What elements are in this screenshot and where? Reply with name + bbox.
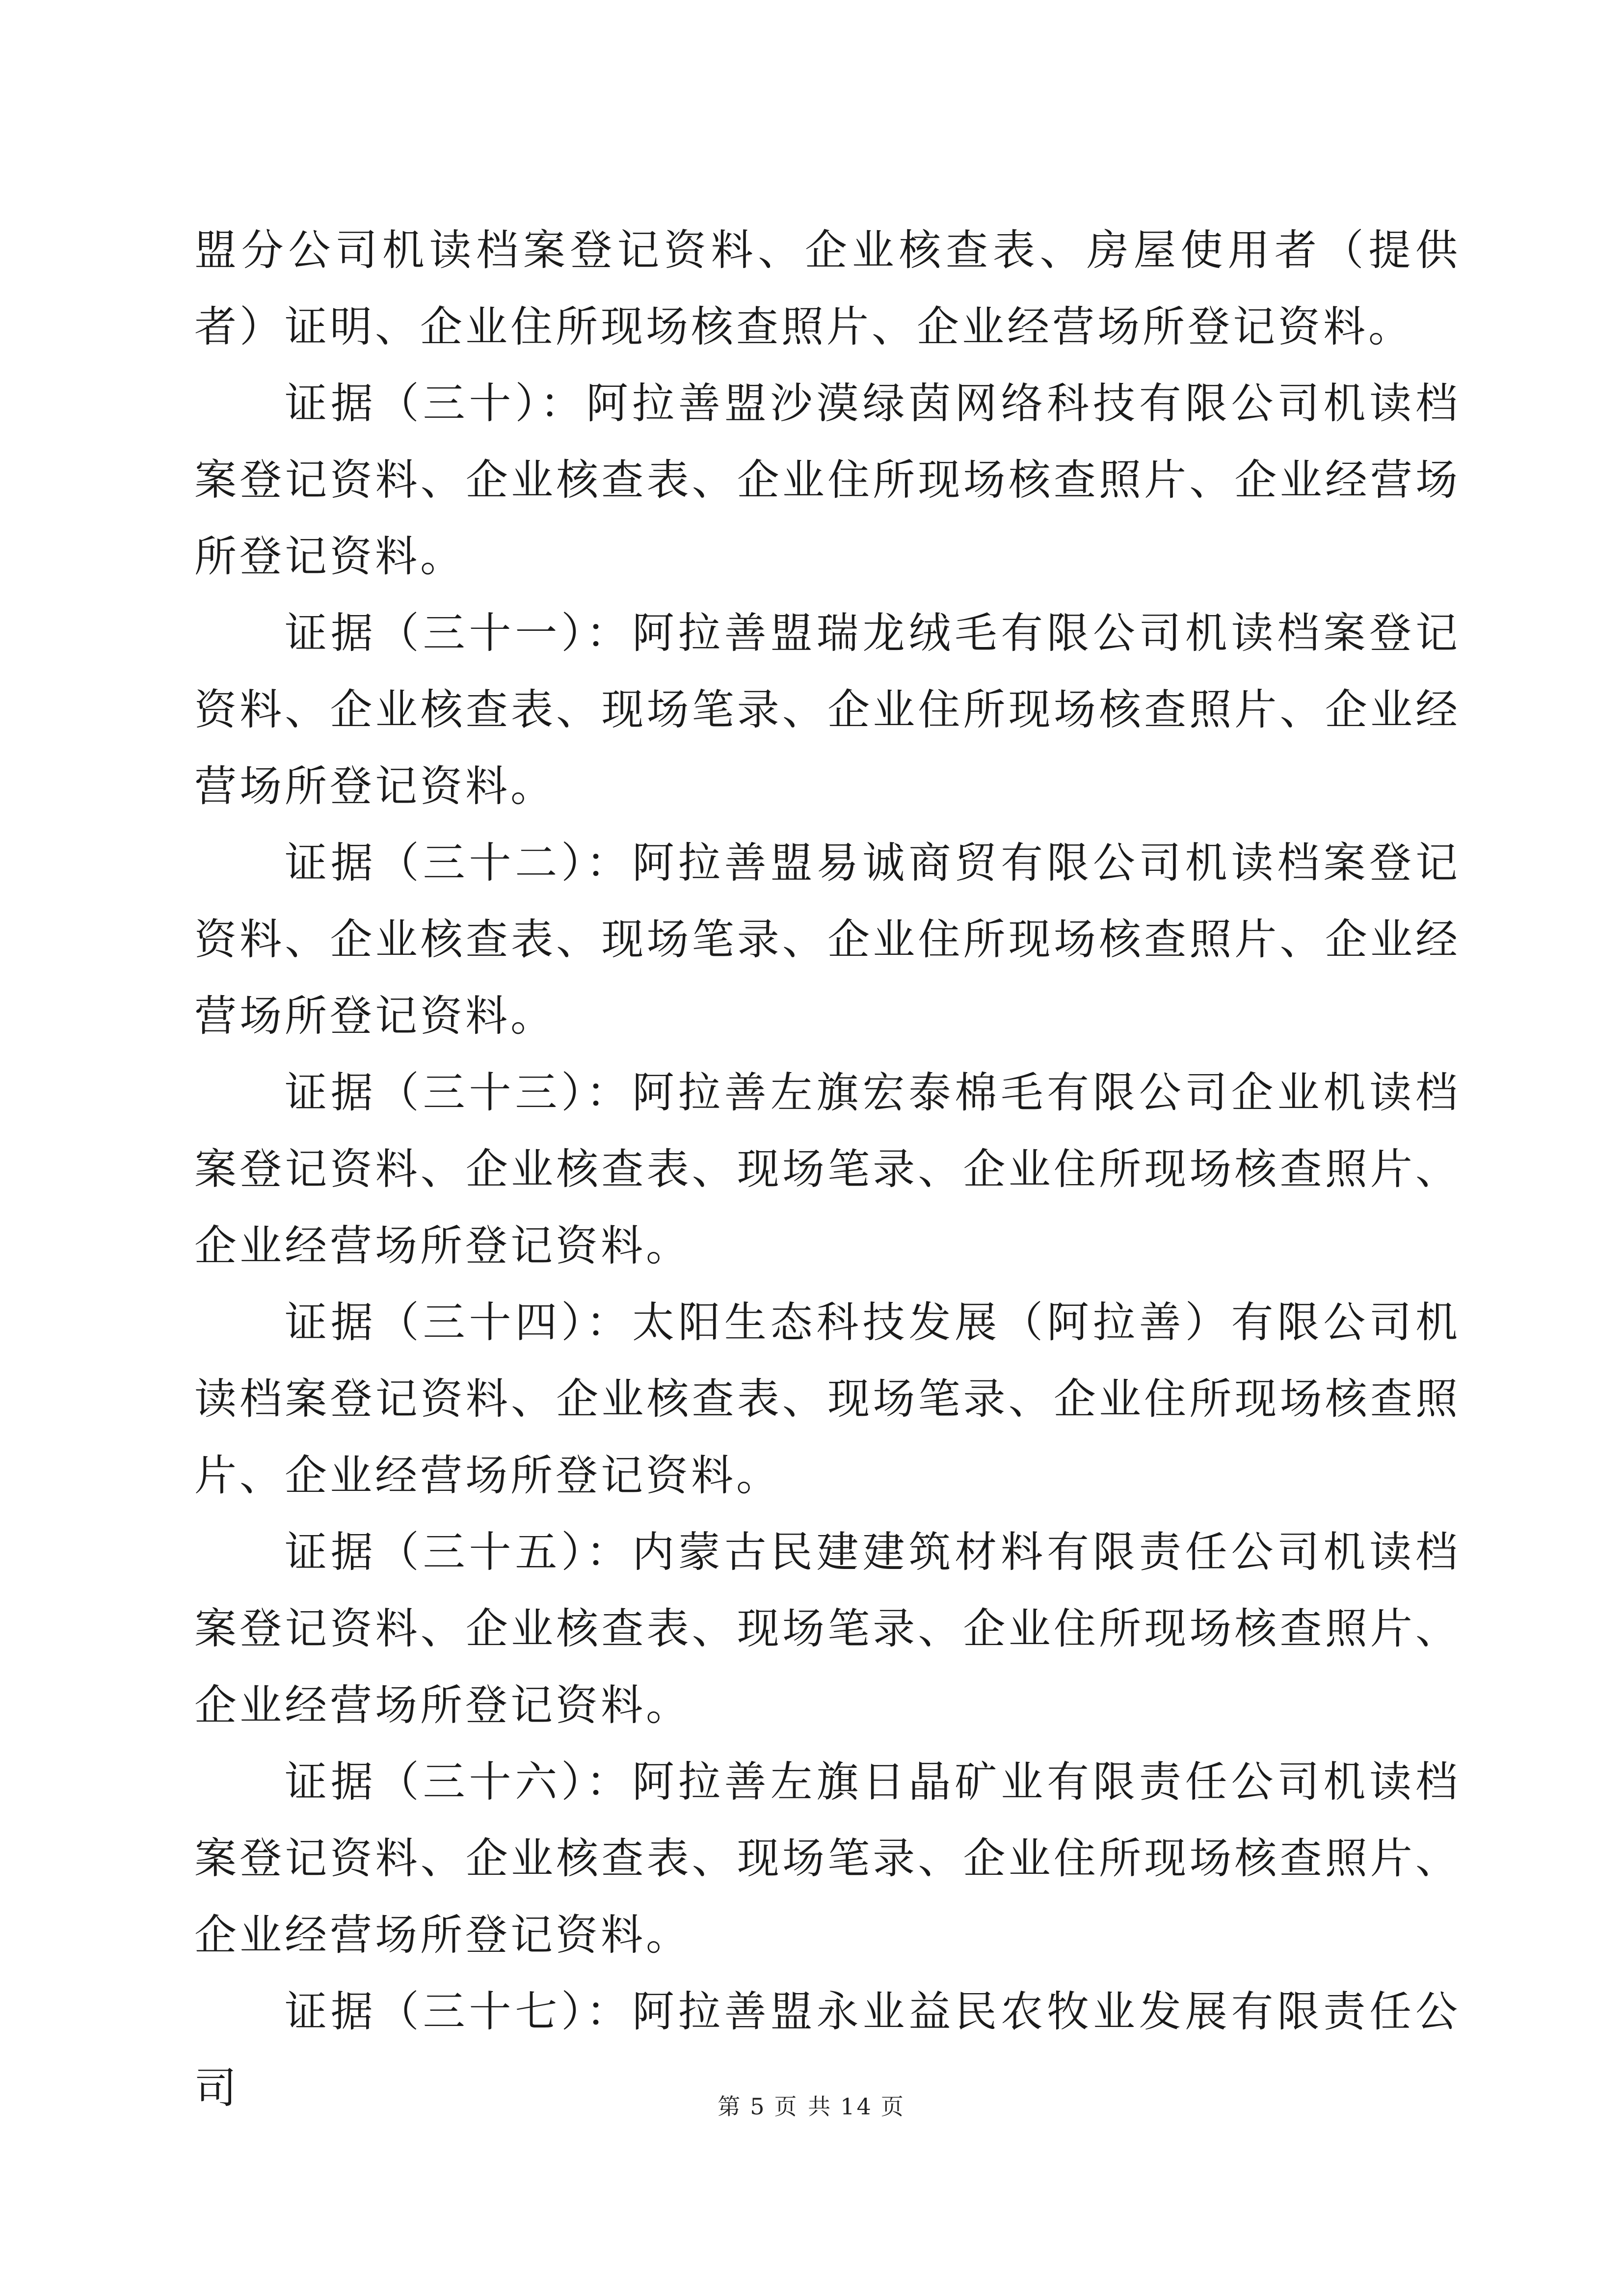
evidence-37-paragraph: 证据（三十七）：阿拉善盟永业益民农牧业发展有限责任公司 bbox=[194, 1987, 1461, 2113]
evidence-30-paragraph: 证据（三十）：阿拉善盟沙漠绿茵网络科技有限公司机读档案登记资料、企业核查表、企业住所现场核查照片、企业经营场所登记资料。 bbox=[194, 379, 1461, 581]
evidence-36-paragraph: 证据（三十六）：阿拉善左旗日晶矿业有限责任公司机读档案登记资料、企业核查表、现场笔录、企业住所现场核查照片、企业经营场所登记资料。 bbox=[194, 1757, 1461, 1960]
footer-prefix: 第 bbox=[718, 2093, 743, 2120]
paragraph-continuation: 盟分公司机读档案登记资料、企业核查表、房屋使用者（提供者）证明、企业住所现场核查照片、企业经营场所登记资料。 bbox=[194, 226, 1461, 351]
evidence-31-paragraph: 证据（三十一）：阿拉善盟瑞龙绒毛有限公司机读档案登记资料、企业核查表、现场笔录、企业住所现场核查照片、企业经营场所登记资料。 bbox=[194, 609, 1461, 811]
footer-page-number: 5 bbox=[750, 2093, 767, 2120]
footer-total-pages: 14 bbox=[840, 2093, 873, 2120]
footer-suffix: 页 bbox=[880, 2093, 905, 2120]
document-body bbox=[194, 212, 1461, 2127]
footer-middle: 页 共 bbox=[774, 2093, 833, 2120]
evidence-34-paragraph: 证据（三十四）：太阳生态科技发展（阿拉善）有限公司机读档案登记资料、企业核查表、现场笔录、企业住所现场核查照片、企业经营场所登记资料。 bbox=[194, 1298, 1461, 1500]
page-footer bbox=[0, 2089, 1623, 2121]
evidence-33-paragraph: 证据（三十三）：阿拉善左旗宏泰棉毛有限公司企业机读档案登记资料、企业核查表、现场笔录、企业住所现场核查照片、企业经营场所登记资料。 bbox=[194, 1068, 1461, 1270]
evidence-32-paragraph: 证据（三十二）：阿拉善盟易诚商贸有限公司机读档案登记资料、企业核查表、现场笔录、企业住所现场核查照片、企业经营场所登记资料。 bbox=[194, 838, 1461, 1041]
evidence-35-paragraph: 证据（三十五）：内蒙古民建建筑材料有限责任公司机读档案登记资料、企业核查表、现场笔录、企业住所现场核查照片、企业经营场所登记资料。 bbox=[194, 1528, 1461, 1730]
